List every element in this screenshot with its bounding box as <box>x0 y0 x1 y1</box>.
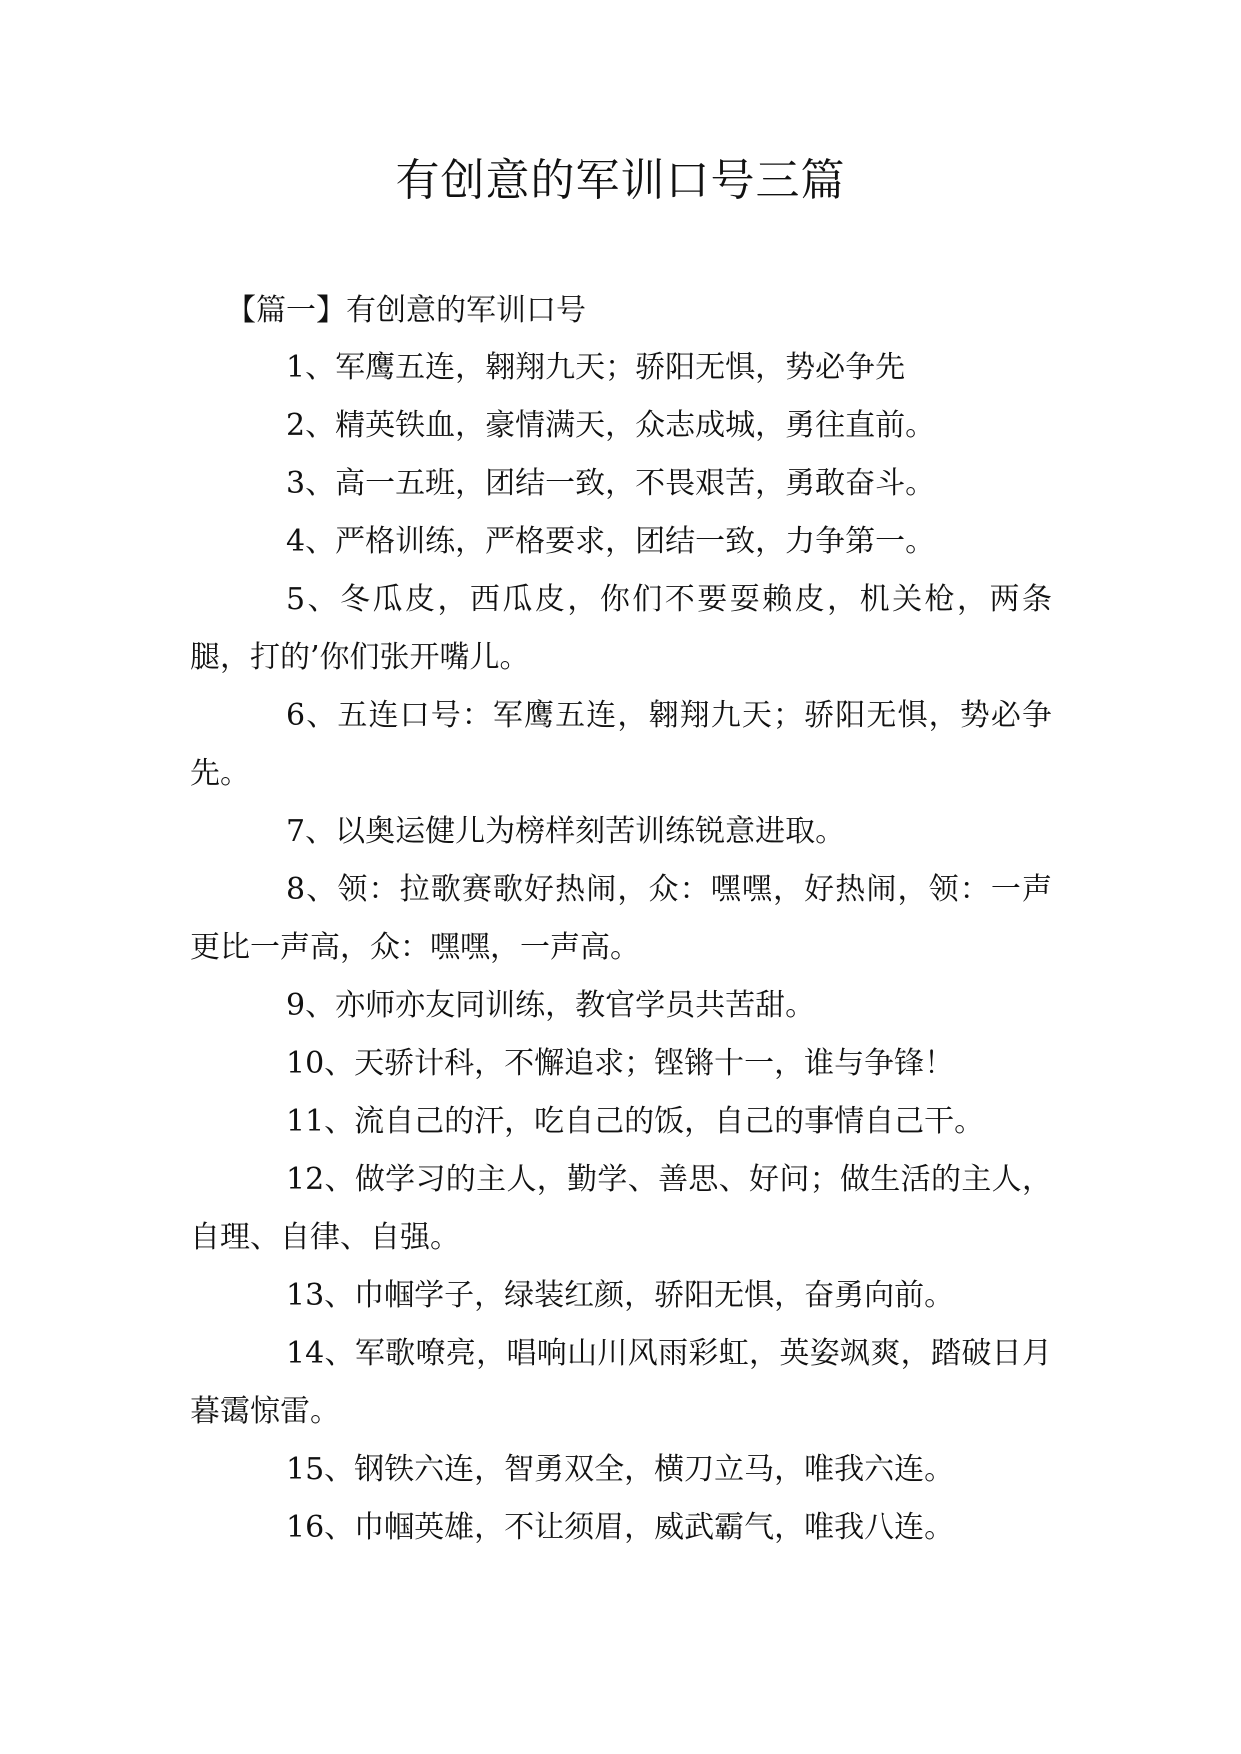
slogan-item-11: 11、流自己的汗，吃自己的饭，自己的事情自己干。 <box>286 1104 985 1139</box>
slogan-item-14: 14、军歌嘹亮，唱响山川风雨彩虹，英姿飒爽，踏破日月暮霭惊雷。 <box>190 1336 1052 1429</box>
section-heading: 【篇一】有创意的军训口号 <box>226 293 586 328</box>
document-body <box>190 282 1052 1557</box>
slogan-item-16: 16、巾帼英雄，不让须眉，威武霸气，唯我八连。 <box>286 1510 955 1545</box>
slogan-item-5: 5、冬瓜皮，西瓜皮，你们不要耍赖皮，机关枪，两条腿，打的’你们张开嘴儿。 <box>190 582 1052 675</box>
slogan-item-7: 7、以奥运健儿为榜样刻苦训练锐意进取。 <box>286 814 846 849</box>
slogan-item-13: 13、巾帼学子，绿装红颜，骄阳无惧，奋勇向前。 <box>286 1278 955 1313</box>
slogan-item-2: 2、精英铁血，豪情满天，众志成城，勇往直前。 <box>286 408 936 443</box>
slogan-item-3: 3、高一五班，团结一致，不畏艰苦，勇敢奋斗。 <box>286 466 936 501</box>
slogan-item-9: 9、亦师亦友同训练，教官学员共苦甜。 <box>286 988 816 1023</box>
slogan-item-12: 12、做学习的主人，勤学、善思、好问；做生活的主人，自理、自律、自强。 <box>190 1162 1052 1255</box>
slogan-item-8: 8、领：拉歌赛歌好热闹，众：嘿嘿，好热闹，领：一声更比一声高，众：嘿嘿，一声高。 <box>190 872 1052 965</box>
slogan-item-6: 6、五连口号：军鹰五连，翱翔九天；骄阳无惧，势必争先。 <box>190 698 1052 791</box>
slogan-item-10: 10、天骄计科，不懈追求；铿锵十一，谁与争锋！ <box>286 1046 955 1081</box>
slogan-item-15: 15、钢铁六连，智勇双全，横刀立马，唯我六连。 <box>286 1452 955 1487</box>
slogan-item-4: 4、严格训练，严格要求，团结一致，力争第一。 <box>286 524 936 559</box>
document-title: 有创意的军训口号三篇 <box>395 155 846 206</box>
slogan-item-1: 1、军鹰五连，翱翔九天；骄阳无惧，势必争先 <box>286 350 906 385</box>
